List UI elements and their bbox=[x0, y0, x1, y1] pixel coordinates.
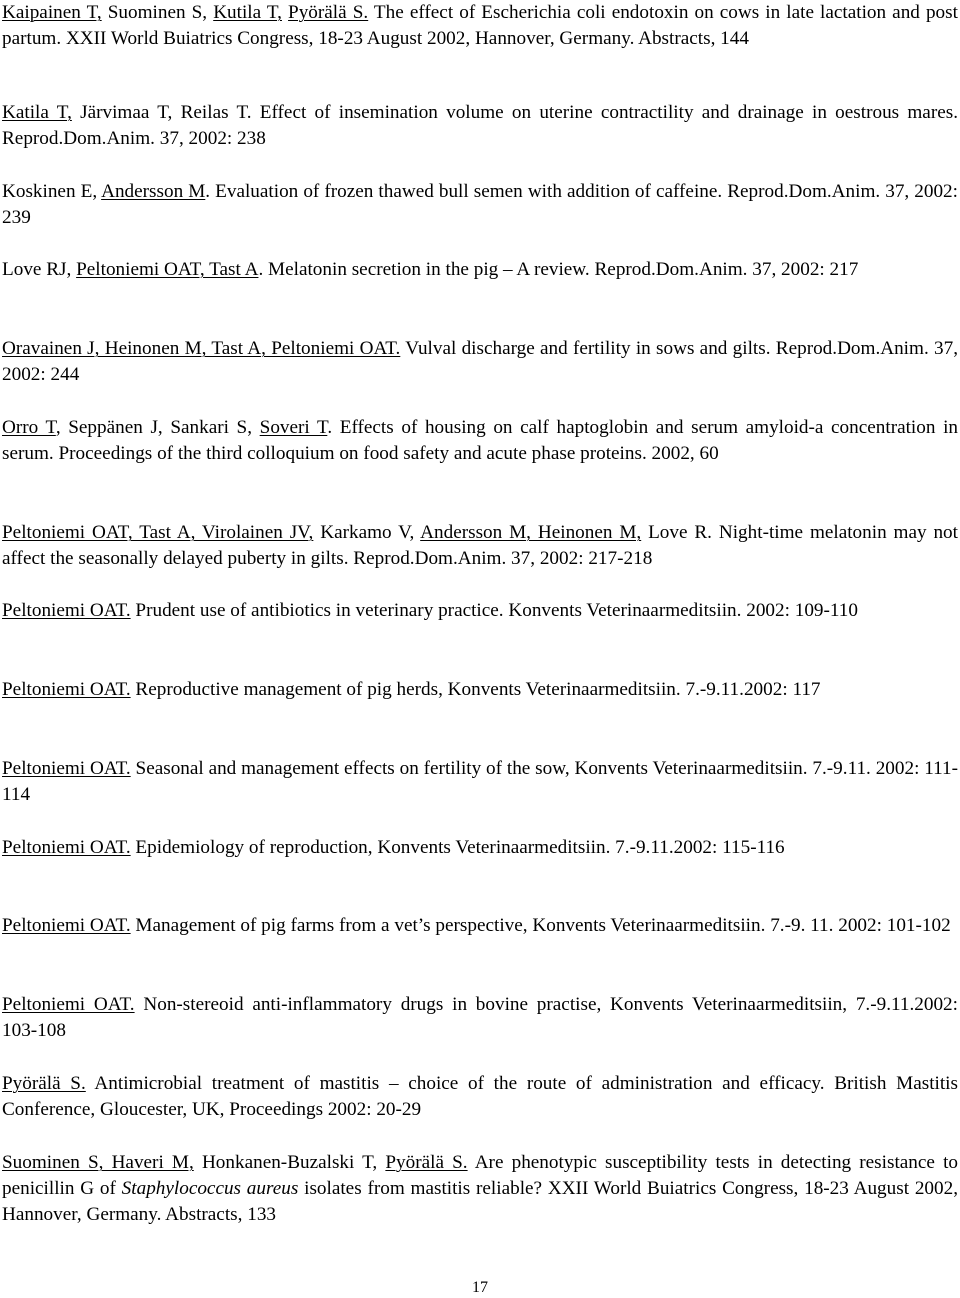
reference-author-underlined: Andersson M, Heinonen M, bbox=[420, 522, 642, 543]
reference-text: Are phenotypic susceptibility tests in detecting resistance to penicillin G of bbox=[2, 1152, 958, 1199]
reference-italic-text: Staphylococcus aureus bbox=[121, 1178, 299, 1199]
reference-author-underlined: Kutila T, bbox=[213, 2, 282, 23]
reference-text: , Seppänen J, Sankari S, bbox=[55, 417, 260, 438]
reference-text: Järvimaa T, Reilas T. Effect of insemination volume on uterine contractility and drainage in oestrous mares. Reprod.Dom.Anim. 37, 2002: 238 bbox=[2, 102, 958, 149]
reference-entry bbox=[2, 100, 958, 152]
reference-text: Suominen S, bbox=[101, 2, 214, 23]
reference-author-underlined: Oravainen J, Heinonen M, Tast A, Peltoniemi OAT. bbox=[2, 338, 401, 359]
reference-author-underlined: Peltoniemi OAT. bbox=[2, 837, 131, 858]
reference-text: Karkamo V, bbox=[313, 522, 421, 543]
reference-text: Love RJ, bbox=[2, 259, 77, 280]
reference-text: Non-stereoid anti-inflammatory drugs in bovine practise, Konvents Veterinaarmeditsiin, 7.-9.11.2002: 103-108 bbox=[2, 994, 958, 1041]
reference-entry bbox=[2, 677, 958, 703]
reference-entry bbox=[2, 1150, 958, 1228]
reference-text: . Evaluation of frozen thawed bull semen with addition of caffeine. Reprod.Dom.Anim. 37, 2002: 239 bbox=[2, 181, 958, 228]
reference-author-underlined: Andersson M bbox=[101, 181, 206, 202]
reference-author-underlined: Kaipainen T, bbox=[2, 2, 102, 23]
reference-author-underlined: Soveri T bbox=[259, 417, 328, 438]
reference-text: Honkanen-Buzalski T, bbox=[193, 1152, 386, 1173]
reference-author-underlined: Peltoniemi OAT. bbox=[2, 915, 131, 936]
reference-text: Epidemiology of reproduction, Konvents Veterinaarmeditsiin. 7.-9.11.2002: 115-116 bbox=[130, 837, 785, 858]
reference-text: Seasonal and management effects on fertility of the sow, Konvents Veterinaarmeditsiin. 7.-9.11. 2002: 111-114 bbox=[2, 758, 958, 805]
reference-entry bbox=[2, 756, 958, 808]
reference-author-underlined: Peltoniemi OAT. bbox=[2, 679, 131, 700]
reference-text: Antimicrobial treatment of mastitis – choice of the route of administration and efficacy. British Mastitis Conference, Gloucester, UK, Proceedings 2002: 20-29 bbox=[2, 1073, 958, 1120]
reference-text: Love R. Night-time melatonin may not affect the seasonally delayed puberty in gilts. Reprod.Dom.Anim. 37, 2002: 217-218 bbox=[2, 522, 958, 569]
reference-author-underlined: Peltoniemi OAT. bbox=[2, 600, 131, 621]
reference-author-underlined: Pyörälä S. bbox=[385, 1152, 468, 1173]
page-number: 17 bbox=[472, 1279, 488, 1296]
reference-author-underlined: Pyörälä S. bbox=[288, 2, 369, 23]
reference-entry bbox=[2, 415, 958, 467]
reference-text: Management of pig farms from a vet’s perspective, Konvents Veterinaarmeditsiin. 7.-9. 11. 2002: 101-102 bbox=[130, 915, 951, 936]
reference-entry bbox=[2, 257, 958, 283]
reference-entry bbox=[2, 1071, 958, 1123]
reference-entry bbox=[2, 913, 958, 939]
reference-entry bbox=[2, 598, 958, 624]
reference-text: The effect of Escherichia coli endotoxin on cows in late lactation and post partum. XXII World Buiatrics Congress, 18-23 August 2002, Hannover, Germany. Abstracts, 144 bbox=[2, 2, 958, 49]
reference-text: Reproductive management of pig herds, Konvents Veterinaarmeditsiin. 7.-9.11.2002: 117 bbox=[130, 679, 821, 700]
reference-entry bbox=[2, 520, 958, 572]
reference-author-underlined: Suominen S, Haveri M, bbox=[2, 1152, 194, 1173]
reference-entry bbox=[2, 0, 958, 52]
reference-text: . Effects of housing on calf haptoglobin and serum amyloid-a concentration in serum. Proceedings of the third colloquium on food safety and acute phase proteins. 2002, 60 bbox=[2, 417, 958, 464]
reference-author-underlined: Peltoniemi OAT. bbox=[2, 994, 135, 1015]
reference-author-underlined: Peltoniemi OAT, Tast A, Virolainen JV, bbox=[2, 522, 314, 543]
reference-text: Vulval discharge and fertility in sows and gilts. Reprod.Dom.Anim. 37, 2002: 244 bbox=[2, 338, 958, 385]
reference-text: . Melatonin secretion in the pig – A review. Reprod.Dom.Anim. 37, 2002: 217 bbox=[258, 259, 859, 280]
reference-author-underlined: Pyörälä S. bbox=[2, 1073, 86, 1094]
reference-entry bbox=[2, 835, 958, 861]
reference-text: isolates from mastitis reliable? XXII World Buiatrics Congress, 18-23 August 2002, Hannover, Germany. Abstracts, 133 bbox=[2, 1178, 958, 1225]
reference-author-underlined: Katila T, bbox=[2, 102, 72, 123]
reference-author-underlined: Peltoniemi OAT, Tast A bbox=[76, 259, 259, 280]
reference-text: Koskinen E, bbox=[2, 181, 102, 202]
reference-author-underlined: Orro T bbox=[2, 417, 56, 438]
reference-entry bbox=[2, 179, 958, 231]
reference-author-underlined: Peltoniemi OAT. bbox=[2, 758, 131, 779]
reference-text: Prudent use of antibiotics in veterinary practice. Konvents Veterinaarmeditsiin. 2002: 109-110 bbox=[130, 600, 858, 621]
reference-entry bbox=[2, 336, 958, 388]
reference-entry bbox=[2, 992, 958, 1044]
